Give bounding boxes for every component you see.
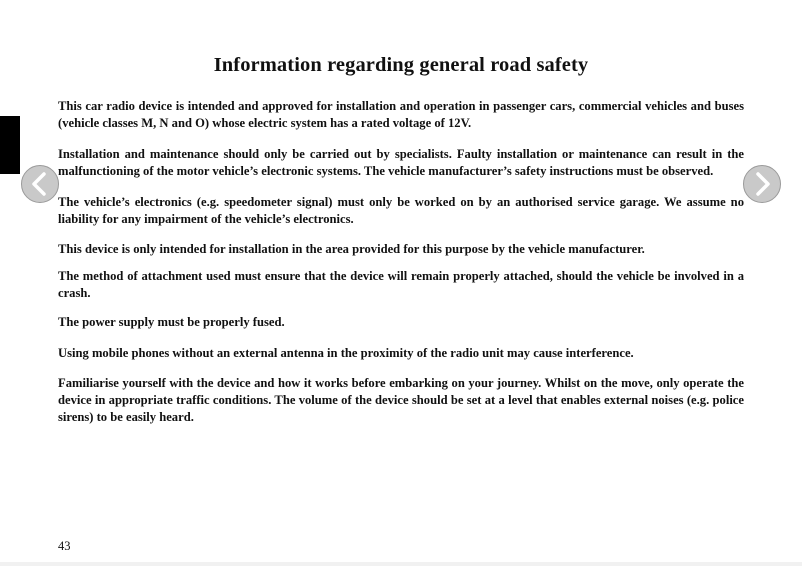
body-text — [58, 98, 744, 440]
paragraph-familiarise: Familiarise yourself with the device and how it works before embarking on your journey. Whilst on the move, only operate the device in appropriate traffic conditions. The volume of the device should be set at a level that enables external noises (e.g. police sirens) to be easily heard. — [58, 376, 744, 424]
previous-page-button[interactable] — [21, 165, 59, 203]
paragraph-install-area: This device is only intended for installation in the area provided for this purpose by the vehicle manufacturer. — [58, 242, 645, 256]
paragraph-attachment: The method of attachment used must ensure that the device will remain properly attached, should the vehicle be involved in a crash. — [58, 269, 744, 300]
paragraph-electronics: The vehicle’s electronics (e.g. speedometer signal) must only be worked on by an authorised service garage. We assume no liability for any impairment of the vehicle’s electronics. — [58, 195, 744, 226]
paragraph-power-supply: The power supply must be properly fused. — [58, 315, 285, 329]
page-number: 43 — [58, 539, 71, 553]
chevron-left-icon — [22, 166, 58, 202]
page-title: Information regarding general road safety — [213, 54, 589, 76]
next-page-button[interactable] — [743, 165, 781, 203]
page-bottom-edge — [0, 562, 802, 566]
paragraph-installation: Installation and maintenance should only be carried out by specialists. Faulty installation or maintenance can result in the malfunctioning of the motor vehicle’s electronic systems. The vehicle manufacturer’s safety instructions must be observed. — [58, 147, 744, 178]
chevron-right-icon — [744, 166, 780, 202]
paragraph-mobile-phones: Using mobile phones without an external antenna in the proximity of the radio unit may cause interference. — [58, 346, 634, 360]
section-tab-marker — [0, 116, 20, 174]
paragraph-approval: This car radio device is intended and approved for installation and operation in passenger cars, commercial vehicles and buses (vehicle classes M, N and O) whose electric system has a rated voltage of 12V. — [58, 99, 744, 130]
